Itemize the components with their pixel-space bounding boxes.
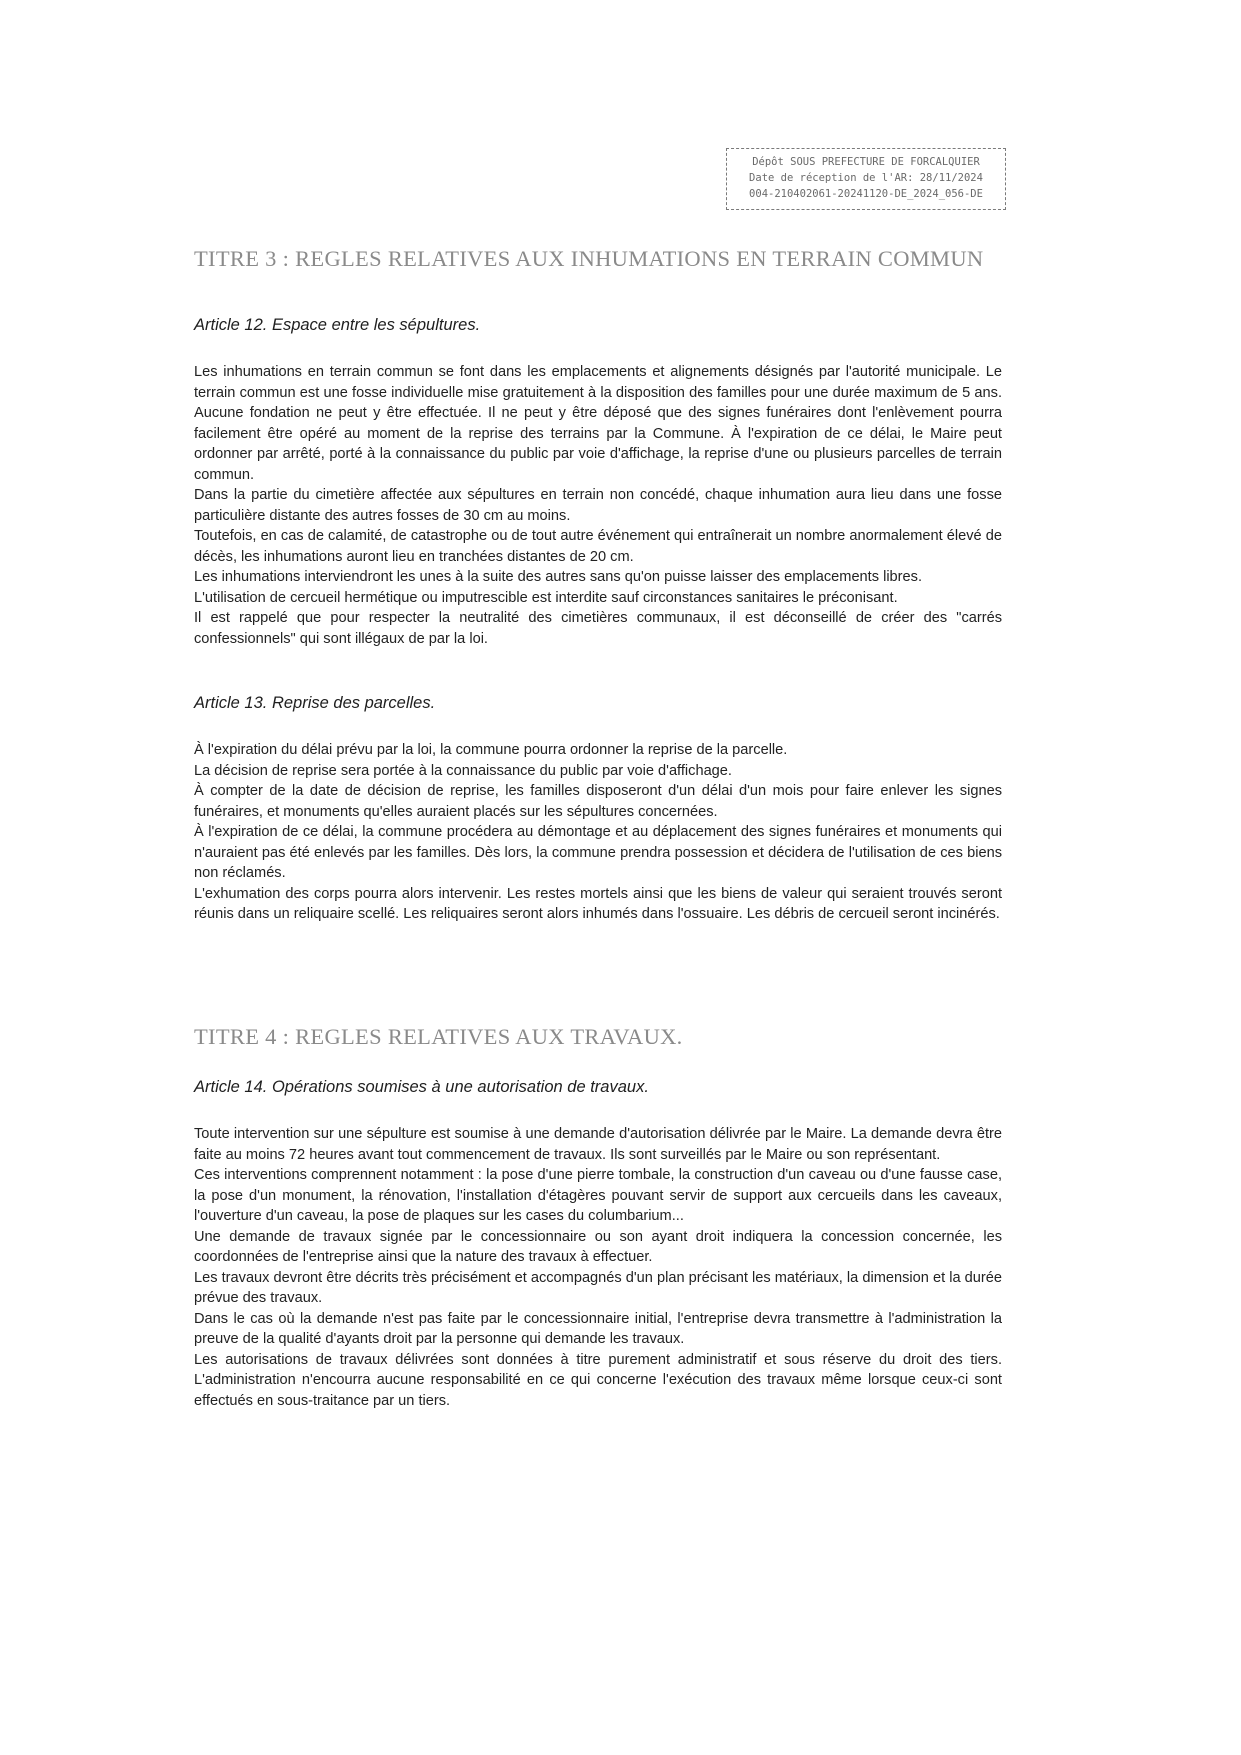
paragraph: À l'expiration de ce délai, la commune procédera au démontage et au déplacement des signes funéraires et monuments qui n'auraient pas été enlevés par les familles. Dès lors, la commune prendra possession et décidera de l'utilisation de ces biens non réclamés. [194, 824, 1002, 881]
paragraph: L'utilisation de cercueil hermétique ou imputrescible est interdite sauf circonstances sanitaires le préconisant. [194, 589, 898, 606]
paragraph: Il est rappelé que pour respecter la neutralité des cimetières communaux, il est déconseillé de créer des "carrés confessionnels" qui sont illégaux de par la loi. [194, 610, 1002, 647]
paragraph: Toute intervention sur une sépulture est soumise à une demande d'autorisation délivrée par le Maire. La demande devra être faite au moins 72 heures avant tout commencement de travaux. Ils sont surveillés par le Maire ou son représentant. [194, 1126, 1002, 1163]
article-13-body [194, 740, 1002, 925]
paragraph: À l'expiration du délai prévu par la loi, la commune pourra ordonner la reprise de la parcelle. [194, 742, 788, 758]
paragraph: Toutefois, en cas de calamité, de catastrophe ou de tout autre événement qui entraînerait un nombre anormalement élevé de décès, les inhumations auront lieu en tranchées distantes de 20 cm. [194, 528, 1002, 565]
paragraph: Dans le cas où la demande n'est pas faite par le concessionnaire initial, l'entreprise devra transmettre à l'administration la preuve de la qualité d'ayants droit par la personne qui demande les travaux. [194, 1310, 1002, 1347]
paragraph: Une demande de travaux signée par le concessionnaire ou son ayant droit indiquera la concession concernée, les coordonnées de l'entreprise ainsi que la nature des travaux à effectuer. [194, 1228, 1002, 1265]
article-12-body [194, 362, 1002, 649]
article-14-heading: Article 14. Opérations soumises à une autorisation de travaux. [194, 1078, 649, 1096]
paragraph: Les travaux devront être décrits très précisément et accompagnés d'un plan précisant les matériaux, la dimension et la durée prévue des travaux. [194, 1269, 1002, 1306]
paragraph: Ces interventions comprennent notamment : la pose d'une pierre tombale, la construction d'un caveau ou d'une fausse case, la pose d'un monument, la rénovation, l'installation d'étagères pouvant servir de support aux cercueils dans les caveaux, l'ouverture d'un caveau, la pose de plaques sur les cases du columbarium... [194, 1167, 1002, 1224]
stamp-line-date: Date de réception de l'AR: 28/11/2024 [749, 172, 983, 184]
paragraph: À compter de la date de décision de reprise, les familles disposeront d'un délai d'un mois pour faire enlever les signes funéraires, et monuments qu'elles auraient placés sur les sépultures concernées. [194, 783, 1002, 820]
article-12-heading: Article 12. Espace entre les sépultures. [194, 316, 481, 334]
stamp-line-reference: 004-210402061-20241120-DE_2024_056-DE [749, 188, 983, 200]
titre-4-heading: TITRE 4 : REGLES RELATIVES AUX TRAVAUX. [194, 1024, 683, 1049]
paragraph: Dans la partie du cimetière affectée aux sépultures en terrain non concédé, chaque inhumation aura lieu dans une fosse particulière distante des autres fosses de 30 cm au moins. [194, 487, 1002, 524]
paragraph: La décision de reprise sera portée à la connaissance du public par voie d'affichage. [194, 762, 732, 779]
reception-stamp [726, 148, 1006, 210]
paragraph: Les autorisations de travaux délivrées sont données à titre purement administratif et sous réserve du droit des tiers. L'administration n'encourra aucune responsabilité en ce qui concerne l'exécution des travaux même lorsque ceux-ci sont effectués en sous-traitance par un tiers. [194, 1351, 1002, 1409]
paragraph: L'exhumation des corps pourra alors intervenir. Les restes mortels ainsi que les biens de valeur qui seraient trouvés seront réunis dans un reliquaire scellé. Les reliquaires seront alors inhumés dans l'ossuaire. Les débris de cercueil seront incinérés. [194, 885, 1002, 922]
paragraph: Les inhumations interviendront les unes à la suite des autres sans qu'on puisse laisser des emplacements libres. [194, 569, 923, 585]
paragraph: Les inhumations en terrain commun se font dans les emplacements et alignements désignés par l'autorité municipale. Le terrain commun est une fosse individuelle mise gratuitement à la disposition des familles pour une durée maximum de 5 ans. Aucune fondation ne peut y être effectuée. Il ne peut y être déposé que des signes funéraires dont l'enlèvement pourra facilement être opéré au moment de la reprise des terrains par la Commune. À l'expiration de ce délai, le Maire peut ordonner par arrêté, porté à la connaissance du public par voie d'affichage, la reprise d'une ou plusieurs parcelles de terrain commun. [194, 364, 1002, 483]
article-13-heading: Article 13. Reprise des parcelles. [194, 694, 436, 712]
article-14-body [194, 1124, 1002, 1411]
titre-3-heading: TITRE 3 : REGLES RELATIVES AUX INHUMATIONS EN TERRAIN COMMUN [194, 246, 984, 271]
stamp-line-deposit: Dépôt SOUS PREFECTURE DE FORCALQUIER [752, 156, 980, 168]
